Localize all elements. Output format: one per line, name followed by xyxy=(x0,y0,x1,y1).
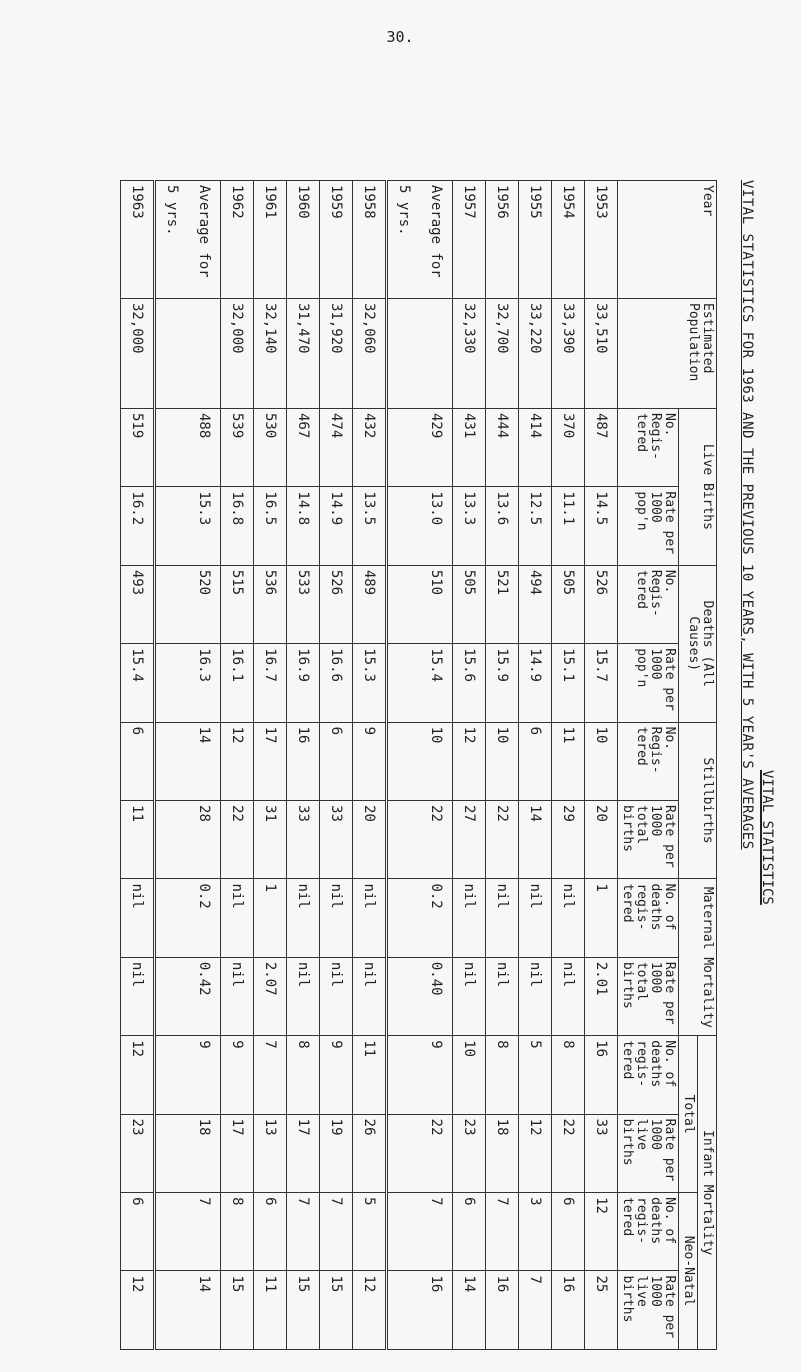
cell-it-rate: 19 xyxy=(320,1114,353,1192)
cell-it-no: 12 xyxy=(121,1036,155,1114)
cell-d-no: 526 xyxy=(585,565,618,643)
cell-pop: 32,140 xyxy=(254,299,287,409)
cell-mm-rate: nil xyxy=(121,957,155,1035)
cell-year: 1953 xyxy=(585,181,618,299)
cell-pop: 31,920 xyxy=(320,299,353,409)
cell-d-rate: 16.9 xyxy=(287,644,320,722)
cell-nn-rate: 14 xyxy=(155,1271,221,1350)
cell-sb-rate: 29 xyxy=(552,801,585,879)
cell-mm-no: nil xyxy=(287,879,320,957)
cell-pop: 33,220 xyxy=(519,299,552,409)
cell-sb-no: 17 xyxy=(254,722,287,800)
cell-d-no: 526 xyxy=(320,565,353,643)
cell-sb-rate: 28 xyxy=(155,801,221,879)
cell-sb-rate: 33 xyxy=(320,801,353,879)
cell-pop xyxy=(155,299,221,409)
cell-mm-rate: 2.01 xyxy=(585,957,618,1035)
cell-nn-no: 12 xyxy=(585,1193,618,1271)
cell-lb-no: 539 xyxy=(221,409,254,487)
cell-lb-rate: 13.6 xyxy=(486,487,519,565)
table-row xyxy=(155,181,221,1350)
cell-it-no: 11 xyxy=(353,1036,387,1114)
cell-it-no: 16 xyxy=(585,1036,618,1114)
header-infant-mortality: Infant Mortality xyxy=(698,1036,717,1350)
cell-it-rate: 22 xyxy=(387,1114,453,1192)
cell-sb-no: 12 xyxy=(221,722,254,800)
cell-sb-rate: 33 xyxy=(287,801,320,879)
cell-lb-no: 370 xyxy=(552,409,585,487)
cell-lb-no: 467 xyxy=(287,409,320,487)
cell-year: 1955 xyxy=(519,181,552,299)
cell-d-no: 520 xyxy=(155,565,221,643)
cell-d-rate: 16.1 xyxy=(221,644,254,722)
cell-d-rate: 15.9 xyxy=(486,644,519,722)
table-body xyxy=(121,181,618,1350)
cell-year: 1957 xyxy=(453,181,486,299)
cell-mm-no: nil xyxy=(121,879,155,957)
cell-nn-no: 7 xyxy=(287,1193,320,1271)
cell-d-rate: 16.6 xyxy=(320,644,353,722)
cell-mm-rate: 0.42 xyxy=(155,957,221,1035)
cell-pop: 31,470 xyxy=(287,299,320,409)
header-sb-no: No. Regis- tered xyxy=(618,722,679,800)
header-mm-rate: Rate per 1000 total births xyxy=(618,957,679,1035)
cell-sb-no: 9 xyxy=(353,722,387,800)
cell-pop: 32,000 xyxy=(121,299,155,409)
header-row-groups xyxy=(698,181,717,1350)
cell-year: 1959 xyxy=(320,181,353,299)
header-live-births: Live Births xyxy=(679,409,717,566)
cell-lb-rate: 16.5 xyxy=(254,487,287,565)
header-d-no: No. Regis- tered xyxy=(618,565,679,643)
table-row xyxy=(320,181,353,1350)
cell-it-no: 8 xyxy=(287,1036,320,1114)
table-row xyxy=(254,181,287,1350)
cell-mm-no: nil xyxy=(486,879,519,957)
cell-sb-rate: 20 xyxy=(585,801,618,879)
cell-it-rate: 17 xyxy=(221,1114,254,1192)
cell-mm-no: 1 xyxy=(254,879,287,957)
rotated-table-page xyxy=(35,180,775,1350)
cell-nn-rate: 15 xyxy=(287,1271,320,1350)
cell-sb-no: 10 xyxy=(486,722,519,800)
cell-d-rate: 15.3 xyxy=(353,644,387,722)
cell-nn-no: 8 xyxy=(221,1193,254,1271)
cell-nn-rate: 7 xyxy=(519,1271,552,1350)
cell-sb-rate: 22 xyxy=(486,801,519,879)
cell-mm-rate: nil xyxy=(486,957,519,1035)
cell-sb-no: 6 xyxy=(121,722,155,800)
cell-mm-no: nil xyxy=(320,879,353,957)
header-population: Estimated Population xyxy=(618,299,717,409)
cell-sb-rate: 22 xyxy=(387,801,453,879)
cell-lb-rate: 12.5 xyxy=(519,487,552,565)
cell-nn-no: 7 xyxy=(486,1193,519,1271)
cell-it-rate: 23 xyxy=(121,1114,155,1192)
cell-mm-rate: nil xyxy=(519,957,552,1035)
cell-sb-no: 6 xyxy=(519,722,552,800)
cell-lb-no: 414 xyxy=(519,409,552,487)
cell-pop: 32,330 xyxy=(453,299,486,409)
cell-d-no: 505 xyxy=(552,565,585,643)
table-row xyxy=(221,181,254,1350)
cell-pop: 32,060 xyxy=(353,299,387,409)
cell-d-no: 489 xyxy=(353,565,387,643)
cell-lb-no: 519 xyxy=(121,409,155,487)
cell-d-no: 533 xyxy=(287,565,320,643)
cell-sb-rate: 27 xyxy=(453,801,486,879)
cell-lb-no: 488 xyxy=(155,409,221,487)
header-sb-rate: Rate per 1000 total births xyxy=(618,801,679,879)
cell-pop: 32,700 xyxy=(486,299,519,409)
cell-mm-rate: nil xyxy=(320,957,353,1035)
header-lb-no: No. Regis- tered xyxy=(618,409,679,487)
cell-year: 1962 xyxy=(221,181,254,299)
cell-mm-rate: nil xyxy=(287,957,320,1035)
cell-lb-rate: 13.0 xyxy=(387,487,453,565)
header-it-rate: Rate per 1000 live births xyxy=(618,1114,679,1192)
cell-d-rate: 15.6 xyxy=(453,644,486,722)
cell-nn-no: 6 xyxy=(254,1193,287,1271)
header-infant-total: Total xyxy=(679,1036,698,1193)
vital-statistics-table xyxy=(120,180,717,1350)
cell-nn-no: 7 xyxy=(320,1193,353,1271)
cell-mm-rate: nil xyxy=(221,957,254,1035)
cell-it-rate: 17 xyxy=(287,1114,320,1192)
header-nn-no: No. of deaths regis- tered xyxy=(618,1193,679,1271)
table-row xyxy=(387,181,453,1350)
header-d-rate: Rate per 1000 pop'n xyxy=(618,644,679,722)
cell-it-no: 9 xyxy=(387,1036,453,1114)
cell-nn-rate: 16 xyxy=(486,1271,519,1350)
header-infant-neo-natal: Neo-Natal xyxy=(679,1193,698,1350)
table-row xyxy=(585,181,618,1350)
cell-lb-no: 432 xyxy=(353,409,387,487)
table-row xyxy=(486,181,519,1350)
cell-sb-rate: 31 xyxy=(254,801,287,879)
cell-mm-no: nil xyxy=(519,879,552,957)
header-lb-rate: Rate per 1000 pop'n xyxy=(618,487,679,565)
cell-sb-no: 10 xyxy=(387,722,453,800)
cell-mm-no: nil xyxy=(552,879,585,957)
cell-mm-no: nil xyxy=(353,879,387,957)
cell-it-rate: 12 xyxy=(519,1114,552,1192)
cell-mm-rate: nil xyxy=(353,957,387,1035)
cell-nn-rate: 12 xyxy=(353,1271,387,1350)
cell-lb-no: 429 xyxy=(387,409,453,487)
cell-year: 1956 xyxy=(486,181,519,299)
cell-year: 1958 xyxy=(353,181,387,299)
cell-d-no: 536 xyxy=(254,565,287,643)
table-row xyxy=(519,181,552,1350)
cell-nn-no: 6 xyxy=(121,1193,155,1271)
header-mm-no: No. of deaths regis- tered xyxy=(618,879,679,957)
cell-it-no: 9 xyxy=(155,1036,221,1114)
cell-sb-rate: 20 xyxy=(353,801,387,879)
cell-sb-no: 12 xyxy=(453,722,486,800)
cell-lb-rate: 14.9 xyxy=(320,487,353,565)
cell-sb-rate: 11 xyxy=(121,801,155,879)
cell-it-no: 10 xyxy=(453,1036,486,1114)
header-stillbirths: Stillbirths xyxy=(679,722,717,879)
cell-year: 1954 xyxy=(552,181,585,299)
cell-year: 1963 xyxy=(121,181,155,299)
cell-sb-no: 16 xyxy=(287,722,320,800)
cell-sb-no: 14 xyxy=(155,722,221,800)
cell-year: 1960 xyxy=(287,181,320,299)
cell-d-no: 521 xyxy=(486,565,519,643)
cell-mm-rate: 2.07 xyxy=(254,957,287,1035)
cell-lb-rate: 15.3 xyxy=(155,487,221,565)
cell-mm-no: 0.2 xyxy=(387,879,453,957)
cell-it-no: 9 xyxy=(221,1036,254,1114)
cell-d-rate: 14.9 xyxy=(519,644,552,722)
cell-it-rate: 18 xyxy=(486,1114,519,1192)
cell-nn-rate: 25 xyxy=(585,1271,618,1350)
cell-mm-no: nil xyxy=(221,879,254,957)
cell-d-no: 510 xyxy=(387,565,453,643)
cell-d-rate: 16.3 xyxy=(155,644,221,722)
page-subtitle: VITAL STATISTICS FOR 1963 AND THE PREVIOUS 10 YEARS, WITH 5 YEAR'S AVERAGES xyxy=(739,180,755,850)
cell-lb-no: 474 xyxy=(320,409,353,487)
table-row xyxy=(121,181,155,1350)
cell-lb-no: 487 xyxy=(585,409,618,487)
cell-pop: 32,000 xyxy=(221,299,254,409)
cell-d-rate: 15.7 xyxy=(585,644,618,722)
cell-sb-no: 10 xyxy=(585,722,618,800)
table-row xyxy=(353,181,387,1350)
cell-it-rate: 18 xyxy=(155,1114,221,1192)
cell-it-no: 7 xyxy=(254,1036,287,1114)
cell-lb-rate: 16.8 xyxy=(221,487,254,565)
cell-it-rate: 23 xyxy=(453,1114,486,1192)
cell-lb-no: 530 xyxy=(254,409,287,487)
cell-nn-no: 7 xyxy=(155,1193,221,1271)
cell-d-rate: 15.4 xyxy=(121,644,155,722)
cell-d-no: 505 xyxy=(453,565,486,643)
cell-nn-rate: 16 xyxy=(387,1271,453,1350)
cell-lb-rate: 14.5 xyxy=(585,487,618,565)
cell-d-no: 494 xyxy=(519,565,552,643)
cell-mm-no: nil xyxy=(453,879,486,957)
cell-d-no: 493 xyxy=(121,565,155,643)
cell-lb-rate: 11.1 xyxy=(552,487,585,565)
cell-d-no: 515 xyxy=(221,565,254,643)
cell-it-rate: 26 xyxy=(353,1114,387,1192)
page-number: 30. xyxy=(386,28,414,46)
header-nn-rate: Rate per 1000 live births xyxy=(618,1271,679,1350)
cell-lb-no: 431 xyxy=(453,409,486,487)
cell-it-no: 9 xyxy=(320,1036,353,1114)
table-row xyxy=(453,181,486,1350)
cell-it-rate: 33 xyxy=(585,1114,618,1192)
cell-mm-rate: nil xyxy=(453,957,486,1035)
cell-it-no: 8 xyxy=(486,1036,519,1114)
cell-it-no: 8 xyxy=(552,1036,585,1114)
cell-mm-rate: nil xyxy=(552,957,585,1035)
cell-d-rate: 15.4 xyxy=(387,644,453,722)
cell-nn-no: 6 xyxy=(453,1193,486,1271)
page-title: VITAL STATISTICS xyxy=(759,770,775,905)
cell-nn-no: 5 xyxy=(353,1193,387,1271)
header-maternal-mortality: Maternal Mortality xyxy=(679,879,717,1036)
cell-mm-no: 0.2 xyxy=(155,879,221,957)
header-year: Year xyxy=(618,181,717,299)
cell-pop: 33,390 xyxy=(552,299,585,409)
table-row xyxy=(552,181,585,1350)
header-it-no: No. of deaths regis- tered xyxy=(618,1036,679,1114)
cell-lb-rate: 16.2 xyxy=(121,487,155,565)
cell-sb-no: 11 xyxy=(552,722,585,800)
cell-year: Average for 5 yrs. xyxy=(387,181,453,299)
cell-nn-rate: 14 xyxy=(453,1271,486,1350)
cell-nn-no: 6 xyxy=(552,1193,585,1271)
header-deaths: Deaths (All Causes) xyxy=(679,565,717,722)
cell-lb-no: 444 xyxy=(486,409,519,487)
cell-lb-rate: 13.5 xyxy=(353,487,387,565)
cell-nn-no: 3 xyxy=(519,1193,552,1271)
cell-d-rate: 16.7 xyxy=(254,644,287,722)
cell-lb-rate: 14.8 xyxy=(287,487,320,565)
cell-it-rate: 13 xyxy=(254,1114,287,1192)
cell-nn-rate: 16 xyxy=(552,1271,585,1350)
cell-nn-no: 7 xyxy=(387,1193,453,1271)
cell-lb-rate: 13.3 xyxy=(453,487,486,565)
cell-pop xyxy=(387,299,453,409)
cell-pop: 33,510 xyxy=(585,299,618,409)
cell-sb-no: 6 xyxy=(320,722,353,800)
cell-nn-rate: 11 xyxy=(254,1271,287,1350)
cell-nn-rate: 15 xyxy=(320,1271,353,1350)
cell-nn-rate: 15 xyxy=(221,1271,254,1350)
cell-mm-rate: 0.40 xyxy=(387,957,453,1035)
cell-sb-rate: 22 xyxy=(221,801,254,879)
cell-year: 1961 xyxy=(254,181,287,299)
table-row xyxy=(287,181,320,1350)
cell-nn-rate: 12 xyxy=(121,1271,155,1350)
cell-year: Average for 5 yrs. xyxy=(155,181,221,299)
cell-it-no: 5 xyxy=(519,1036,552,1114)
cell-mm-no: 1 xyxy=(585,879,618,957)
cell-sb-rate: 14 xyxy=(519,801,552,879)
cell-it-rate: 22 xyxy=(552,1114,585,1192)
cell-d-rate: 15.1 xyxy=(552,644,585,722)
